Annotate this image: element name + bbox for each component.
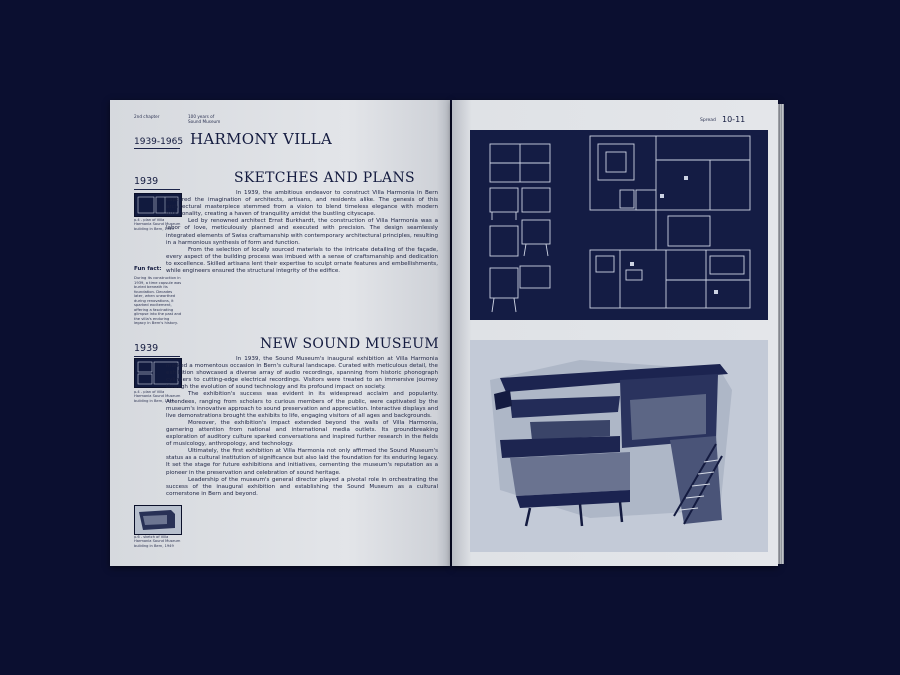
section1-body — [166, 190, 438, 275]
section1-paragraph: Led by renowned architect Ernst Burkhardt, the construction of Villa Harmonia was a labor of love, meticulously planned and executed with precision. The design seamlessly integrated elements of Swiss craftsmanship with contemporary architectural principles, resulting in a harmonious synthesis of form and function. — [166, 218, 438, 246]
period-rule — [134, 148, 180, 149]
right-page — [452, 100, 778, 566]
section-heading-sketches: SKETCHES AND PLANS — [234, 170, 415, 186]
series-label: 100 years of Sound Museum — [188, 114, 221, 124]
chapter-label: 2nd chapter — [134, 114, 160, 119]
section2-paragraph: Ultimately, the first exhibition at Villa Harmonia not only affirmed the Sound Museum's status as a cultural institution of significance but also laid the foundation for its enduring legacy. It set the stage for future exhibitions and initiatives, cementing the museum's reputation as a pioneer in the preservation and celebration of sound heritage. — [166, 448, 438, 476]
fun-fact-label: Fun fact: — [134, 266, 162, 272]
section2-paragraph: In 1939, the Sound Museum's inaugural exhibition at Villa Harmonia marked a momentous occasion in Bern's cultural landscape. Curated with meticulous detail, the exhibition showcased a diverse array of audio recordings, spanning from historic phonograph cylinders to cutting-edge electrical recordings. Visitors were treated to an immersive journey through the evolution of sound technology and its profound impact on society. — [166, 356, 438, 391]
page-title: HARMONY VILLA — [190, 130, 333, 148]
section2-body — [166, 356, 438, 498]
section-heading-museum: NEW SOUND MUSEUM — [260, 336, 439, 352]
left-page — [110, 100, 450, 566]
building-sketch-image — [470, 340, 768, 552]
section1-paragraph: From the selection of locally sourced materials to the intricate detailing of the façade, every aspect of the building process was imbued with a sense of craftsmanship and dedication to excellence. Skilled artisans lent their expertise to sculpt ornate features and embellishments, while engineers ensured the structural integrity of the edifice. — [166, 246, 438, 275]
period-label: 1939-1965 — [134, 137, 184, 147]
section2-year: 1939 — [134, 343, 159, 354]
plan-thumbnail-caption: p.4 - plan of Villa Harmonia Sound Museum building in Bern, 1949 — [134, 218, 181, 231]
sketch-thumbnail-caption: p.6 - sketch of Villa Harmonia Sound Museum building in Bern, 1949 — [134, 535, 181, 548]
section1-paragraph: In 1939, the ambitious endeavor to construct Villa Harmonia in Bern captured the imagination of architects, artisans, and residents alike. The genesis of this architectural masterpiece stemmed from a vision to blend timeless elegance with modern functionality, creating a haven of tranquility amidst the bustling cityscape. — [166, 190, 438, 218]
section2-paragraph: The exhibition's success was evident in its widespread acclaim and popularity. Attendees, ranging from scholars to curious members of the public, were captivated by the museum's innovative approach to sound preservation and appreciation. Interactive displays and live demonstrations brought the exhibits to life, engaging visitors of all ages and backgrounds. — [166, 391, 438, 419]
section2-paragraph: Leadership of the museum's general director played a pivotal role in orchestrating the success of the inaugural exhibition and establishing the Sound Museum as a cultural cornerstone in Bern and beyond. — [166, 476, 438, 497]
architectural-plans-image — [470, 130, 768, 320]
page-numbers: 10-11 — [722, 115, 746, 124]
spread-label: Spread — [700, 118, 716, 123]
section2-paragraph: Moreover, the exhibition's impact extended beyond the walls of Villa Harmonia, garnering attention from national and international media outlets. Its groundbreaking exploration of auditory culture sparked conversations and inspired further research in the fields of musicology, anthropology, and technology. — [166, 419, 438, 448]
fun-fact-text: During its construction in 1939, a time capsule was buried beneath its foundation. Decades later, when unearthed during renovations, it sparked excitement, offering a fascinating glimpse into the past and the villa's enduring legacy in Bern's history. — [134, 276, 182, 325]
plan-thumbnail-2-caption: p.4 - plan of Villa Harmonia Sound Museum building in Bern, 1949 — [134, 390, 181, 403]
open-magazine — [108, 100, 788, 568]
section1-year: 1939 — [134, 176, 159, 187]
sketch-thumbnail — [134, 505, 182, 535]
